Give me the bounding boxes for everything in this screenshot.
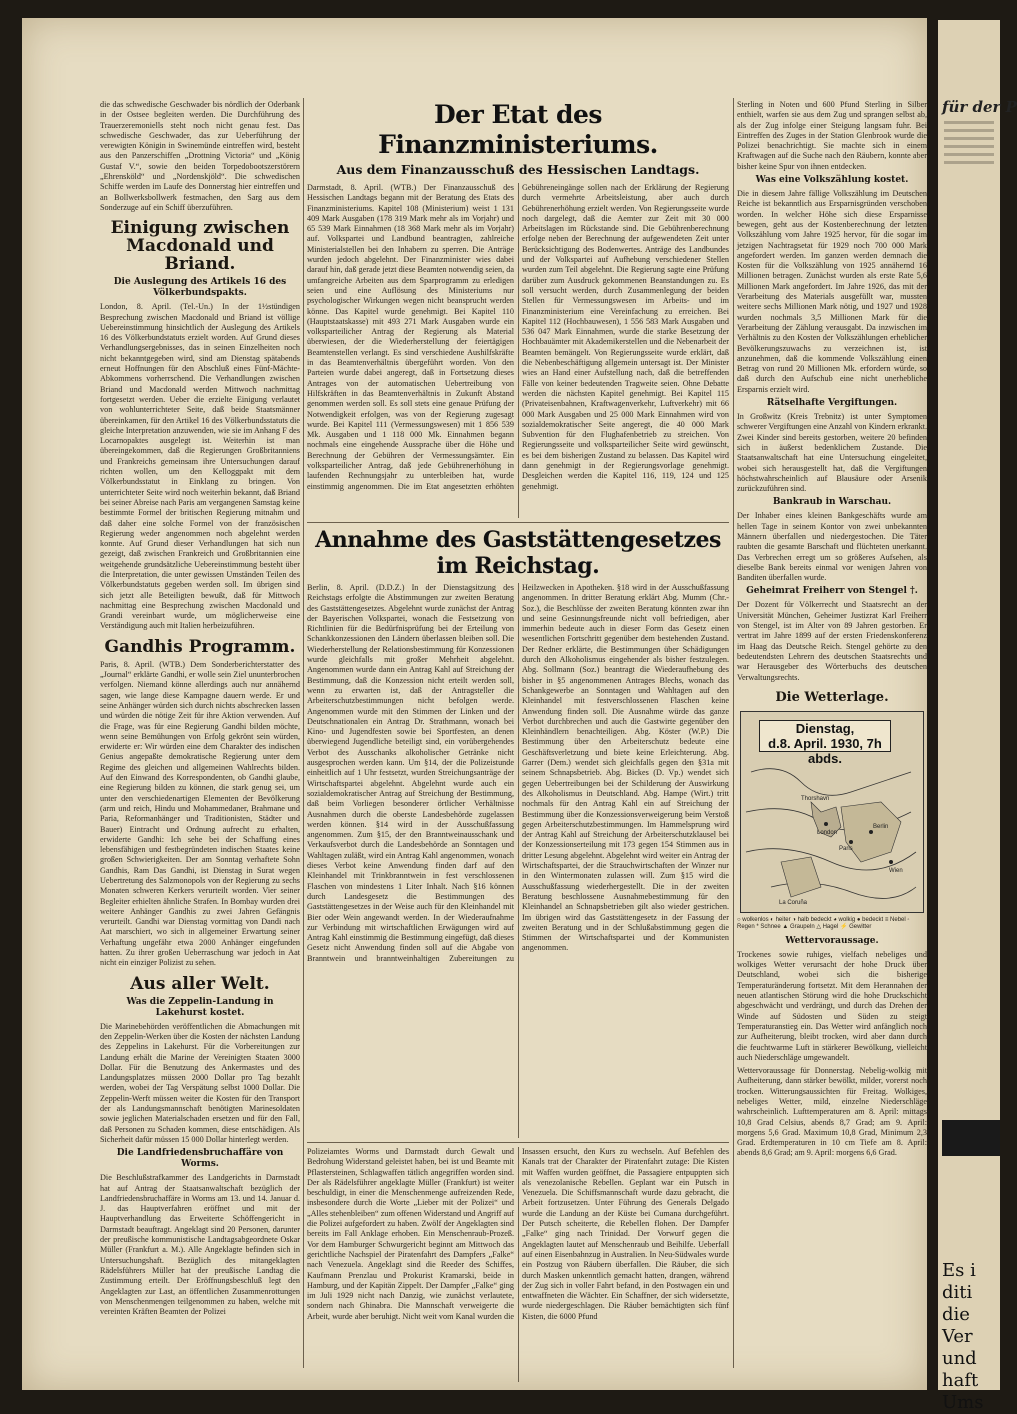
article-body: Polizeiamtes Worms und Darmstadt durch Gewalt und Bedrohung Widerstand geleistet haben, bei ist und Beamte mit Pflastersteinen, Schlagwaffen tätlich angegriffen worden sind. Der als Rädelsführer angeklagte Müller (Frankfurt) ist weiter beschuldigt, in einer die Menschenmenge aufreizenden Rede, insbesondere durch die Worte „Lieber mit der Polizei“ und „Alles stehenbleiben“ zum offenen Widerstand und Angriff auf die Polizei aufgefordert zu haben. Zwölf der Angeklagten sind bereits im Fall Anklage erhoben. Ein Menschenraub-Prozeß. Vor dem Hamburger Schwurgericht beginnt am Mittwoch das gerichtliche Nachspiel der Piratenfahrt des Dampfers „Falke“ nach Venezuela. Angeklagt sind die Reeder des Schiffes, Kaufmann Prenzlau und Prokurist Kramarski, beide in Hamburg, und der Kapitän Zippelt. Der Dampfer „Falke“ ging im Juli 1929 nicht nach Danzig, wie zunächst verlautete, sondern nach Ghinabra. Die Mannschaft verweigerte die Arbeit, wurde aber beruhigt. Nicht weit vom Kanal wurden die Insassen ersucht, den Kurs zu wechseln. Auf Befehlen des Kanals trat der Charakter der Piratenfahrt zutage: Die Kisten mit Waffen wurden geöffnet, die Passagiere entpuppten sich als venezolanische Rebellen. Geplant war ein Putsch in Venezuela. Die Schiffsmannschaft wurde dazu gebracht, die Arbeit fortzusetzen. Unter Führung des Generals Delgado wurde die Landung an der Küste bei Cumana durchgeführt. Der Putsch scheiterte, die Rebellen flohen. Der Dampfer „Falke“ ging nach Trinidad. Der Vorwurf gegen die Angeklagten lautet auf Menschenraub und Beihilfe. Ueberfall auf einen Eisenbahnzug in Australien. In Neu-Südwales wurde ein Postzug von Räubern überfallen. Die Räuber, die sich durch Masken unkenntlich gemacht hatten, drangen, während der Zug sich in voller Fahrt befand, in den Postwagen ein und entwaffneten die Wächter. Ein Schaffner, der sich widersetzte, wurde niedergeschlagen. Die Räuber bemächtigten sich fünf Kisten, die 6000 Pfund <box>307 1147 729 1321</box>
article-body: In Großwitz (Kreis Trebnitz) ist unter Symptomen schwerer Vergiftungen eine Anzahl von Kindern erkrankt. Zwei Kinder sind bereits gestorben, weitere 20 befinden sich in äußerst bedenklichem Zustande. Die Staatsanwaltschaft hat eine Untersuchung eingeleitet, wobei sich herausgestellt hat, daß die Vergiftungen höchstwahrscheinlich auf Blausäure oder Arsenik zurückzuführen sind. <box>737 412 927 494</box>
adjacent-ad-block <box>942 1120 1000 1156</box>
article-body: Der Inhaber eines kleinen Bankgeschäfts wurde am hellen Tage in seinem Kontor von zwei unbekannten Männern überfallen und niedergestochen. Die Täter raubten die gesamte Barschaft und flüchteten unerkannt. Das Verbrechen erregt um so größeres Aufsehen, als dieselbe Bank bereits einmal vor wenigen Jahren von Banditen überfallen wurde. <box>737 511 927 583</box>
etat-article <box>307 183 729 518</box>
weather-headline: Die Wetterlage. <box>775 689 889 705</box>
main-headline: Der Etat des Finanzministeriums. <box>378 100 658 159</box>
map-label: London <box>817 829 838 836</box>
article-body: Die Beschlußstrafkammer des Landgerichts in Darmstadt hat auf Antrag der Staatsanwaltschaft bezüglich der Landfriedensbruchaffäre in Worms am 13. und 14. Januar d. J. das Hauptverfahren eröffnet und mit der Hauptverhandlung das Erweiterte Schöffengericht in Darmstadt beauftragt. Angeklagt sind 20 Personen, darunter der preußische kommunistische Landtagsabgeordnete Oskar Müller (Frankfurt a. M.). Alle Angeklagte befinden sich in Untersuchungshaft. Bezüglich des mitangeklagten Rädelsführers Müller hat der preußische Landtag die Zustimmung erteilt. Der Eröffnungsbeschluß legt den Angeklagten zur Last, an öffentlichen Zusammenrottungen von Menschenmengen teilgenommen zu haben, welche mit vereinten Kräften Beamten der Polizei <box>100 1173 300 1317</box>
intro-text: die das schwedische Geschwader bis nördlich der Oderbank in der Ostsee begleiten werden. Die Durchführung des Trauerzeremoniells steht noch nicht genau fest. Das schwedische Geschwader, das zur Ueberführung der verewigten Königin in Swinemünde eintreffen wird, besteht aus den Panzerschiffen „Drottning Victoria“ und „König Gustaf V.“, sowie den beiden Torpedobootszerstörern „Ehrensköld“ und „Nordenskjöld“. Die schwedischen Schiffe werden im Laufe des Donnerstag hier eintreffen und an Bollwerksbollwerk festmachen, den Sarg aus dem Sonderzuge auf ein Schiff überzuführen. <box>100 100 300 212</box>
adjacent-fragment: Es i diti die Ver und haft Ums <box>942 1260 984 1413</box>
article-subheadline: Was eine Volkszählung kostet. <box>755 175 909 186</box>
article-body: Die Marinebehörden veröffentlichen die Abmachungen mit den Zeppelin-Werken über die Kosten der nächsten Landung des Zeppelins in Lakehurst. Für die Vorbereitungen zur Landung erhält die Marine der Vereinigten Staaten 3000 Dollar. Für die Benutzung des Ankermastes und des Landungsplatzes müssen 2000 Dollar pro Tag bezahlt werden, wobei der Tag Verspätung selbst 1000 Dollar. Die Zeppelin-Werft müssen weiter die Kosten für den Transport der als Landungsmannschaft benötigten Marinesoldaten sowie jeglichen Materialschaden ersetzen und für den Fall, daß Personen zu Schaden kommen, diese entschädigen. Als Sicherheit dafür müssen 15 000 Dollar hinterlegt werden. <box>100 1021 300 1144</box>
article-subheadline: Bankraub in Warschau. <box>772 497 892 508</box>
article-headline: Einigung zwischen Macdonald und Briand. <box>110 218 290 275</box>
article-subheadline: Wettervoraussage. <box>785 935 879 946</box>
article-body: Sterling in Noten und 600 Pfund Sterling in Silber enthielt, warfen sie aus dem Zug und sprangen selbst ab, als der Zug infolge einer Steigung langsam fuhr. Bei Eintreffen des Zuges in der Station Glenbrook wurde die Polizei benachrichtigt. Sie machte sich in einem Kraftwagen auf die Suche nach den Räubern, konnte aber bisher keine Spur von ihnen entdecken. <box>737 100 927 171</box>
map-label: Berlin <box>873 823 889 830</box>
weather-map <box>740 711 924 913</box>
article-body: Die in diesem Jahre fällige Volkszählung im Deutschen Reiche ist bekanntlich aus Ersparnisgründen verschoben worden. In welcher Höhe sich diese Ersparnisse bewegen, geht aus der Kostenberechnung der letzten Volkszählung vom Jahre 1925 hervor, für die sogar im jetzigen Nachtragsetat für 1929 noch 700 000 Mark angefordert werden. Im ganzen werden demnach die Kosten für die Volkszählung von 1925 annähernd 16 Millionen betragen. Zunächst wurden als erste Rate 5,6 Millionen Mark angefordert. Im Jahre 1926, das mit der Verarbeitung des Materials ausgefüllt war, mussten weitere sechs Millionen Mark nötig, und 1927 und 1928 wurden nochmals 3,5 Millionen Mark für die Verarbeitung der Zählung verausgabt. Da inzwischen im Verhältnis zu den Kosten der Volkszählungen erheblicher Bevölkerungszuwachs zu verzeichnen ist, ist anzunehmen, daß die kommende Volkszählung einen Betrag von rund 20 Millionen Mk. erfordern würde, so daß durch den Aufschub eine nicht unerhebliche Ersparnis erzielt wird. <box>737 189 927 394</box>
map-label: La Coruña <box>779 899 808 906</box>
adjacent-masthead: für der P <box>942 98 1017 116</box>
article-subheadline: Was die Zeppelin-Landung in Lakehurst kostet. <box>126 996 274 1018</box>
map-legend: ○ wolkenlos ◐ heiter ◑ halb bedeckt ◕ wolkig ● bedeckt ≡ Nebel ◦ Regen * Schnee ▲ Graupeln △ Hagel ⚡ Gewitter <box>737 916 910 931</box>
map-label: Paris <box>839 845 853 852</box>
adjacent-page-edge <box>938 20 1017 1413</box>
article-body: Berlin, 8. April. (D.D.Z.) In der Dienstagsitzung des Reichstags erfolgte die Abstimmungen zur zweiten Beratung des Gaststättengesetzes. Abgelehnt wurde zunächst der Antrag der Bayerischen Volkspartei, wonach die Festsetzung von Richtlinien für die Bedürfnisprüfung bei der Erteilung von Schankkonzessionen den Ländern überlassen bleiben soll. Die Wiederherstellung der Relationsbestimmung für Konzessionen wurde gleichfalls mit großer Mehrheit abgelehnt. Angenommen wurde dann ein Antrag Kahl auf Streichung der Bestimmung, daß die Konzession nicht erteilt werden soll, wenn zu erwarten ist, daß der Antragsteller die Arbeiterschutzbestimmungen nicht befolgen werde. Angenommen wurde mit den Stimmen der Linken und der Deutschnationalen ein Antrag Dr. Strathmann, wonach bei Kino- und Jugendfesten sowie bei Sportfesten, an denen überwiegend Jugendliche beteiligt sind, ein vorübergehendes Verbot des Ausschanks alkoholischer Getränke nicht ausgesprochen werden kann. Um §14, der die Polizeistunde einheitlich auf 1 Uhr festsetzt, wurden Streichungsanträge der Wirtschaftspartei abgelehnt. Abgelehnt wurde auch ein sozialdemokratischer Antrag auf Streichung der Bestimmung, daß beim Vorliegen besonderer örtlicher Verhältnisse Ausnahmen durch die oberste Landesbehörde zugelassen werden können. §14 wird in der Ausschußfassung angenommen. Zum §15, der den Branntweinausschank und Verkaufsverbot durch die Landesbehörde an Sonntagen und Wahltagen zuläßt, wird ein Antrag Kahl angenommen, wonach dieses Verbot keine Anwendung finden darf auf den Kleinhandel mit Trinkbranntwein in fest verschlossenen Flaschen von mindestens 1 Liter Inhalt. Nach §16 können durch Landesgesetz die Bestimmungen des Gaststättengesetzes in der Weise auch für den Kleinhandel mit Bier oder Wein angewandt werden. In der Wiederaufnahme zur Verbindung mit wirtschaftlichen Erwägungen wird auf Antrag Kahl einstimmig die Bestimmung eingefügt, daß dieses Gesetz nicht Anwendung finden soll auf die Abgabe von Branntwein und branntweinhaltigen Zubereitungen zu Heilzwecken in Apotheken. §18 wird in der Ausschußfassung angenommen. In dritter Beratung erklärt Abg. Mumm (Chr.-Soz.), die Beschlüsse der zweiten Beratung könnten zwar ihn und seine Gesinnungsfreunde nicht voll befriedigen, aber immerhin bedeute auch in dieser Form das Gesetz einen wesentlichen Fortschritt gegenüber dem bestehenden Zustand. Der Redner erklärte, die Bestimmungen über Schädigungen durch den Alkoholismus eingehender als bisher festzulegen. Abg. Sollmann (Soz.) beantragt die Wiederaufhebung des bisher in §5 angenommenen Antrages Blechs, wonach das Schankgewerbe an Sonntagen und Wahltagen auf den Kleinhandel mit festverschlossenen Flaschen keine Anwendung finden soll. Die Ausnahme würde das ganze Verbot durchbrechen und auch die Gastwirte gegenüber den Kleinhändlern benachteiligen. Abg. Köster (W.P.) Die Bestimmung über den Arbeiterschutz bedeute eine Geschäftsverletzung und biete keine Erleichterung. Abg. Garrer (Dem.) wendet sich gleichfalls gegen den §31a mit seinem Schnapsbetrieb. Abg. Bickes (D. Vp.) wendet sich gegen Uebertreibungen bei der Schilderung der Auswirkung des Alkoholismus in Deutschland. Abg. Hampe (Wirt.) tritt nochmals für den Antrag Kahl ein auf Streichung der Bestimmung über die Konzessionsverweigerung beim Verstoß gegen Arbeiterschutzbestimmungen. Im Hammelsprung wird der Antrag Kahl auf Streichung der Arbeiterschutzklausel bei der Konzessionserteilung mit 173 gegen 154 Stimmen aus in dritter Lesung abgelehnt. Abgelehnt wird weiter ein Antrag der Wirtschaftspartei, der die Strauchwirtschaften der Winzer nur in den Wintermonaten zulassen will. Zum §15 wird die Ausschußfassung wiederhergestellt. Die in der zweiten Beratung beschlossene Ausnahmebestimmung für den Kleinhandel an Schnapsbetrieben gilt also wieder gestrichen. Im übrigen wird das Gaststättengesetz in der Fassung der zweiten Beratung und in der Schlußabstimmung gegen die Stimmen der Wirtschaftspartei und der Kommunisten angenommen. <box>307 583 729 963</box>
bottom-articles <box>307 1147 729 1382</box>
column-rule <box>303 98 304 1368</box>
article-subheadline: Geheimrat Freiherr von Stengel †. <box>746 586 918 597</box>
article-body: Trockenes sowie ruhiges, vielfach nebeliges und wolkiges Wetter verursacht der hohe Druck über Deutschland, wobei sich die bisherige Temperaturänderung fortsetzt. Mit dem Herannahen der neuen atlantischen Störung wird die hohe Druckschicht abgeschwächt und verdrängt, und durch das Drehen der Winde auf Südosten und Süden zu steigt Temperaturanstieg ein. Das Wetter wird anfänglich noch zur Aufheiterung, bleibt trocken, wird aber dann durch die feuchtwarme Luft in stärkerer Bewölkung, vielleicht auch Niederschläge umgewandelt. <box>737 949 927 1062</box>
map-label: Thorshavn <box>801 795 830 802</box>
gaststaetten-article <box>307 583 729 1138</box>
map-date-stamp: Dienstag, d.8. April. 1930, 7h abds. <box>759 720 891 752</box>
article-body: London, 8. April. (Tel.-Un.) In der 1½stündigen Besprechung zwischen Macdonald und Briand ist völlige Uebereinstimmung hinsichtlich der Auslegung des Artikels 16 des Völkerbundstatuts erzielt worden. Auf Grund dieses Verhandlungsergebnisses, das in seinen Einzelheiten noch nicht bekanntgegeben wird, sind am Dienstag spätabends erneut Hoffnungen für den Abschluß eines Fünf-Mächte-Abkommens vorherrschend. Die Verhandlungen zwischen Briand und Macdonald werden Mittwoch nachmittag fortgesetzt werden. Ueber die erzielte Einigung verlautet von wohlunterrichteter Seite, daß beide Staatsmänner übereinkamen, für den Artikel 16 des Völkerbundsstatuts die gleiche Interpretation anzuwenden, wie sie im Anhang F des Locarnopaktes ausgelegt ist. Weiterhin ist man übereingekommen, daß die Regierungen Großbritanniens und Frankreichs gemeinsam ihre Untersuchungen darauf richten wollen, um den Kelloggpakt mit dem Völkerbundsstatut in Einklang zu bringen. Von unterrichteter Seite wird noch weiterhin bekannt, daß Briand bei seiner Abreise nach Paris am vergangenen Samstag keine bestimmte Formel der britischen Regierung mitnahm und daß daher eine solche Formel von der französischen Regierung weder angenommen noch abgelehnt werden konnte. Auf Grund dieser Verhandlungen hat sich nun gezeigt, daß zwischen Frankreich und Großbritannien eine weitgehende grundsätzliche Uebereinstimmung besteht über die Interpretation, die unter gewissen Umständen Teilen des Völkerbundstatuts gegeben werden soll. Im übrigen sind sich jetzt alle Beteiligten bewußt, daß für Mittwoch nachmittag eine Besprechung zwischen Macdonald und Grandi vereinbart wurde, um möglicherweise eine Verständigung auch mit Italien herbeizuführen. <box>100 302 300 631</box>
main-subheadline: Aus dem Finanzausschuß des Hessischen Landtags. <box>336 162 700 177</box>
right-column <box>737 100 927 1162</box>
second-headline: Annahme des Gaststättengesetzes im Reichstag. <box>315 527 721 579</box>
map-label: Wien <box>889 867 903 874</box>
section-rule <box>307 522 729 523</box>
article-subheadline: Die Landfriedensbruchaffäre von Worms. <box>116 1148 284 1170</box>
left-column <box>100 100 300 1320</box>
article-body: Der Dozent für Völkerrecht und Staatsrecht an der Universität München, Geheimer Justizrat Karl Freiherr von Stengel, ist im Alter von 89 Jahren gestorben. Er vertrat im Jahre 1899 auf der ersten Friedenskonferenz im Haag das Deutsche Reich. Stengel gehörte zu den bedeutendsten Lehrern des deutschen Staatsrechts und war Herausgeber des Wörterbuchs des deutschen Verwaltungsrechts. <box>737 600 927 682</box>
section-headline: Aus aller Welt. <box>130 973 270 994</box>
article-subheadline: Die Auslegung des Artikels 16 des Völkerbundspakts. <box>113 277 287 299</box>
section-rule <box>307 1142 729 1143</box>
article-body: Wettervoraussage für Donnerstag. Nebelig-wolkig mit Aufheiterung, dann stärker bewölkt, milder, vorerst noch trocken. Witterungsaussichten für Freitag. Wolkiges, nebeliges Wetter, mild, einzelne Niederschläge wahrscheinlich. Lufttemperaturen am 8. April: mittags 10,8 Grad Celsius, abends 8,7 Grad; am 9. April: morgens 5,6 Grad. Maximum 10,8 Grad, Minimum 2,3 Grad. Erdtemperaturen in 10 cm Tiefe am 8. April: abends 8,6 Grad; am 9. April: morgens 6,6 Grad. <box>737 1066 927 1158</box>
newspaper-page <box>22 18 927 1390</box>
column-rule <box>733 98 734 1368</box>
article-body: Darmstadt, 8. April. (WTB.) Der Finanzausschuß des Hessischen Landtags begann mit der Beratung des Etats des Finanzministeriums. Kapitel 108 (Ministerium) weist 1 131 409 Mark Ausgaben (178 319 Mark mehr als im Vorjahr) und 65 539 Mark Einnahmen (18 368 Mark mehr als im Vorjahr) auf. Volkspartei und Landbund beantragten, zahlreiche Ministerialstellen bei den Inhabern zu sperren. Die Anträge wurden jedoch abgelehnt. Der Finanzminister wies dabei darauf hin, daß gerade jetzt diese Beamten notwendig seien, da umfangreiche Arbeiten aus dem Sparprogramm zu erledigen seien und eine Auflösung des Ministeriums nur psychologischer Wirkungen wegen nicht beansprucht werden könne. Das Kapitel wurde genehmigt. Bei Kapitel 110 (Hauptstaatskasse) mit 493 271 Mark Ausgaben wurde ein volksparteilicher Antrag der Regierung als Material überwiesen, der die Wiederherstellung der feiertägigen Beamtenstellen verlangt. Es sind verschiedene Aushilfskräfte in das Beamtenverhältnis übergeführt worden. Von den Parteien wurde dabei angeregt, daß in Fortsetzung dieses Antrages von der automatischen Uebertreibung von Hilfskräften in das Beamtenverhältnis in Zukunft Abstand genommen werden soll. Es soll stets eine genaue Prüfung der Notwendigkeit erfolgen, was von der Regierung zugesagt wurde. Bei Kapitel 111 (Vermessungswesen) mit 1 856 539 Mk. Ausgaben und 1 118 000 Mk. Einnahmen begann nochmals eine eingehende Aussprache über die Höhe und Berechnung der Gebühren der Vermessungsämter. Ein volksparteilicher Antrag, daß jede Gebührenerhöhung in laufenden Rechnungsjahr zu unterbleiben hat, wurde einstimmig angenommen. Die im Etat angesetzten erhöhten Gebühreneingänge sollen nach der Erklärung der Regierung durch vermehrte Arbeitsleistung, aber auch durch Gebührenerhöhung erzielt werden. Von Regierungsseite wurde noch dargelegt, daß die Aemter zur Zeit mit 30 000 Arbeitslagen im Rückstande sind. Die Gebührenberechnung erfolge neben der Berechnung der aufgewendeten Zeit unter Berücksichtigung des Bodenwertes. Anträge des Landbundes und der Volkspartei auf Aufhebung verschiedener Stellen wurden zum Teil abgelehnt. Die Regierung sagte eine Prüfung darüber zum Ausdruck gekommenen Beanstandungen zu. Es soll versucht werden, durch Zusammenlegung der beiden Stellen für Vermessungswesen im Arbeits- und im Finanzministerium eine Vereinfachung zu erreichen. Bei Kapitel 112 (Hochbauwesen), 1 556 583 Mark Ausgaben und 536 047 Mark Einnahmen, wurde die starke Besetzung der Hochbauämter mit Akademikerstellen und die Nebenarbeit der Beamten bemängelt. Von Regierungsseite wurde erklärt, daß die Nebenbeschäftigung allgemein untersagt ist. Der Minister wies an Hand einer Aufstellung nach, daß die betreffenden Fälle von keiner bedeutenden Tragweite seien. Ohne Debatte werden die nächsten Kapitel genehmigt. Bei Kapitel 115 (Privateisenbahnen, Kraftwagenverkehr, Luftverkehr) mit 66 000 Mark Ausgaben und 25 000 Mark Einnahmen wird von sozialdemokratischer Seite angeregt, die 40 000 Mark Subvention für den Flughafenbetrieb zu streichen. Von Regierungsseite und volksparteilicher Seite wird gewünscht, es bei dem bisherigen Zustand zu belassen. Das Kapitel wird dann genehmigt in der Regierungsvorlage genehmigt. Desgleichen werden die Kapitel 116, 119, 124 und 125 genehmigt. <box>307 183 729 491</box>
article-headline: Gandhis Programm. <box>104 636 296 657</box>
center-column <box>307 18 729 1382</box>
article-subheadline: Rätselhafte Vergiftungen. <box>766 398 898 409</box>
article-body: Paris, 8. April. (WTB.) Dem Sonderberichterstatter des „Journal“ erklärte Gandhi, er wolle sein Ziel ununterbrochen verfolgen. Niemand könne allerdings auch nur annähernd sagen, wie lange diese Kampagne dauern werde. Er und seine Anhänger würden sich durch nichts abschrecken lassen und würden die nötige Zeit für ihre Aktion verwenden. Auf die Frage, was für eine Regierung Gandhi bilden möchte, wenn seine Bemühungen von Erfolg gekrönt sein würden, erwiderte er: Wir würden eine dem Charakter des indischen Genius angepaßte demokratische Regierung unter dem Regime des gleichen und allgemeinen Wahlrechts bilden. Auf den Einwand des Korrespondenten, ob Gandhi glaube, eine Regierung bilden zu können, die stark genug sei, um unter den verschiedenartigen Elementen der Bevölkerung (arm und reich, Hindu und Mohammedaner, Brahmane und Paria, Reformanhänger und Traditionisten, Städter und Bauer) Eintracht und Ordnung aufrecht zu erhalten, erwiderte Gandhi: Ich sehe bei der Schaffung eines lebensfähigen und festbegründeten indischen Staates keine großen Schwierigkeiten. Der am Sonntag verhaftete Sohn Gandhis, Ram Das Gandhi, ist Dienstag in Surat wegen Uebertretung des Salzmonopols von der Regierung zu sechs Monaten schweren Kerkers verurteilt worden. Vier seiner Begleiter erhielten ähnliche Strafen. In Bombay wurden drei weitere Anhänger Gandhis zu zwei Jahren Gefängnis verurteilt. Gandhi war Dienstag vormittag von Dandi nach Aat marschiert, wo sich in allgemeiner Erwartung seiner Verhaftung ungefähr etwa 2000 Anhänger eingefunden hatten. Zu ihrer großen Ueberraschung war jedoch in Aat nicht ein einziger Polizist zu sehen. <box>100 659 300 968</box>
